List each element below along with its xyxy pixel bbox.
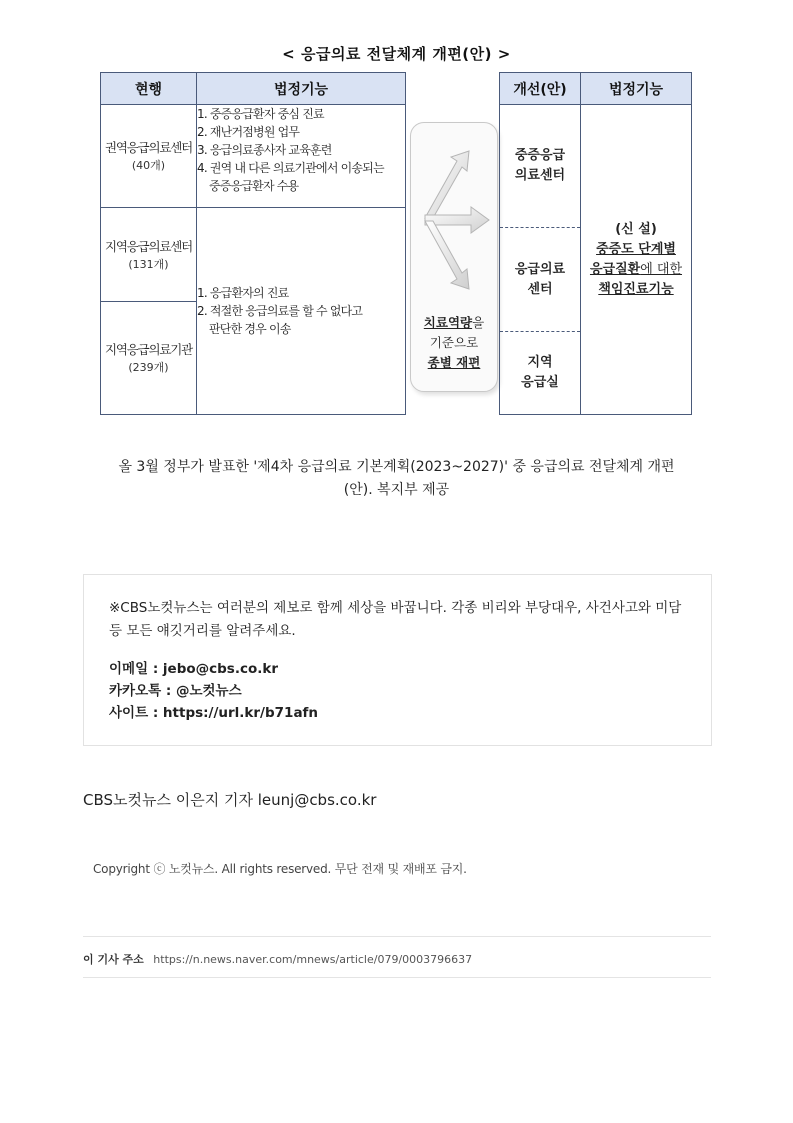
divider — [83, 936, 711, 937]
image-caption: 올 3월 정부가 발표한 '제4차 응급의료 기본계획(2023~2027)' 중 응급의료 전달체계 개편 (안). 복지부 제공 — [118, 459, 675, 498]
tip-notice: ※CBS노컷뉴스는 여러분의 제보로 함께 세상을 바꿉니다. 각종 비리와 부당대우, 사건사고와 미담 등 모든 얘깃거리를 알려주세요. — [109, 600, 682, 639]
reform-diagram — [0, 0, 793, 430]
header-function-right: 법정기능 — [581, 73, 692, 105]
functions-bottom: 1. 응급환자의 진료 2. 적절한 응급의료를 할 수 없다고 판단한 경우 이송 — [197, 208, 406, 415]
branch-arrows-icon — [411, 123, 497, 313]
header-current: 현행 — [101, 73, 197, 105]
tip-box — [83, 574, 712, 746]
current-regional-center: 권역응급의료센터 (40개) — [101, 105, 197, 208]
improved-local-er: 지역 응급실 — [500, 332, 581, 415]
diagram-title: < 응급의료 전달체계 개편(안) > — [282, 45, 511, 63]
tip-site[interactable]: 사이트 : https://url.kr/b71afn — [109, 705, 319, 721]
tip-email[interactable]: 이메일 : jebo@cbs.co.kr — [109, 661, 279, 677]
current-local-center: 지역응급의료센터 (131개) — [101, 208, 197, 302]
improved-system-table — [499, 72, 692, 415]
copyright-notice: Copyright ⓒ 노컷뉴스. All rights reserved. 무단 전재 및 재배포 금지. — [93, 862, 467, 876]
functions-top: 1. 중증응급환자 중심 진료 2. 재난거점병원 업무 3. 응급의료종사자 교육훈련 4. 권역 내 다른 의료기관에서 이송되는 중증응급환자 수용 — [197, 105, 406, 208]
reporter-byline: CBS노컷뉴스 이은지 기자 leunj@cbs.co.kr — [83, 791, 377, 809]
improved-severe-center: 중증응급 의료센터 — [500, 105, 581, 228]
regroup-basis-label: 치료역량을 기준으로 종별 재편 — [423, 315, 485, 370]
source-label: 이 기사 주소 — [83, 953, 144, 966]
source-url[interactable]: https://n.news.naver.com/mnews/article/079/0003796637 — [153, 953, 473, 966]
improved-emergency-center: 응급의료 센터 — [500, 228, 581, 332]
header-improved: 개선(안) — [500, 73, 581, 105]
new-function-cell: (신 설) 중증도 단계별 응급질환에 대한 책임진료기능 — [581, 105, 692, 415]
divider — [83, 977, 711, 978]
tip-kakao[interactable]: 카카오톡 : @노컷뉴스 — [109, 683, 242, 699]
transition-arrow-box — [410, 122, 498, 392]
article-source — [83, 951, 472, 967]
current-system-table — [100, 72, 406, 415]
header-function-left: 법정기능 — [197, 73, 406, 105]
current-local-institution: 지역응급의료기관 (239개) — [101, 302, 197, 415]
